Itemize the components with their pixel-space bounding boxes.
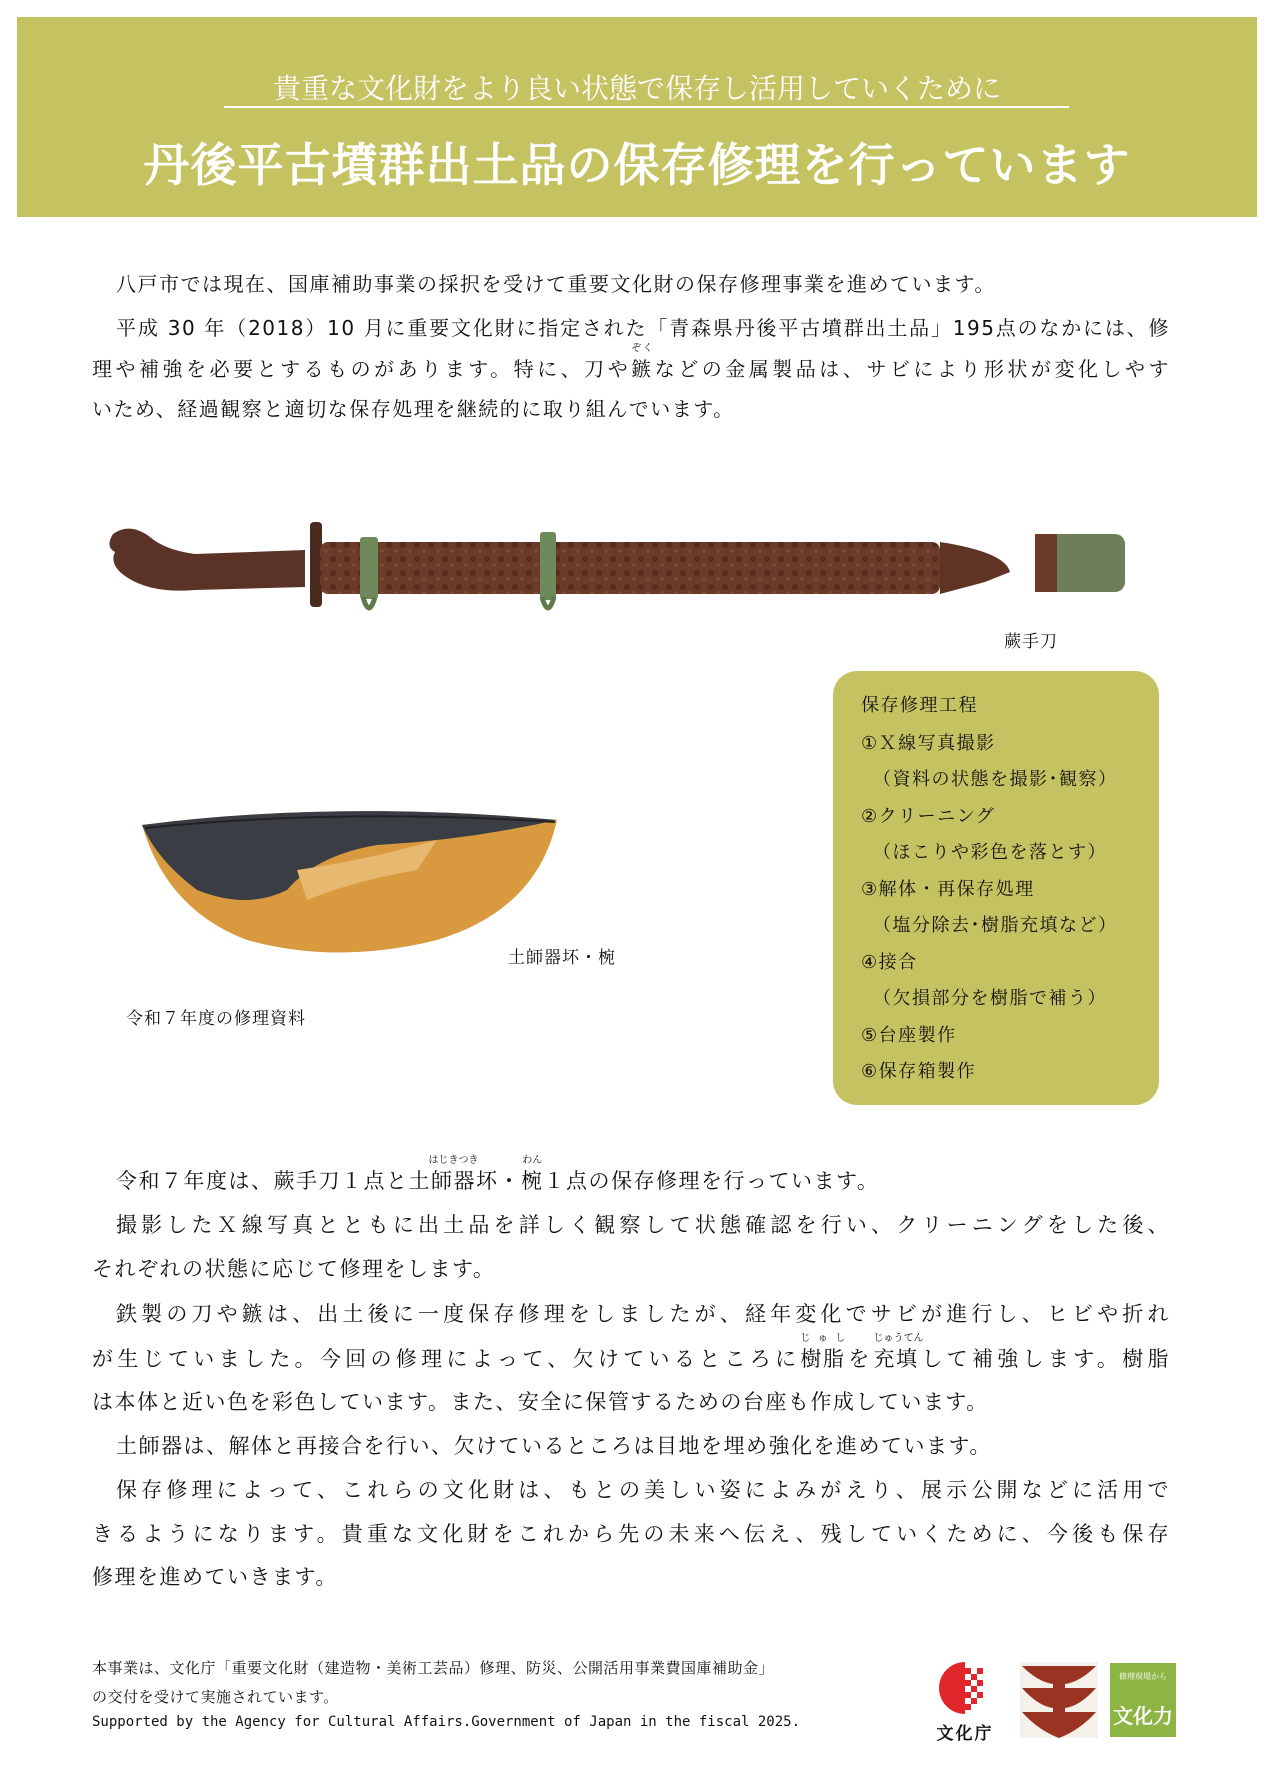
process-box [833, 671, 1159, 1105]
ruby-text: はじきつき [428, 1155, 479, 1166]
title-banner [17, 17, 1257, 217]
text: して補強します。樹脂 [918, 1347, 1171, 1371]
ruby-word [408, 1155, 499, 1195]
process-step: ⑤台座製作 [861, 1025, 957, 1046]
materials-caption: 令和７年度の修理資料 [126, 1009, 306, 1029]
process-step-detail: （ほこりや彩色を落とす） [873, 842, 1107, 863]
ruby-base: 鏃 [631, 357, 653, 381]
body-line [92, 1333, 1171, 1373]
text: ・ [498, 1169, 521, 1193]
process-step-detail: （資料の状態を撮影･観察） [873, 769, 1118, 790]
process-step: ⑥保存箱製作 [861, 1061, 977, 1082]
body-line: 撮影したＸ線写真とともに出土品を詳しく観察して状態確認を行い、クリーニングをした後、 [116, 1213, 1170, 1237]
intro-line: いため、経過観察と適切な保存処理を継続的に取り組んでいます。 [92, 397, 735, 421]
body-line: 保存修理によって、これらの文化財は、もとの美しい姿によみがえり、展示公開などに活用で [116, 1478, 1170, 1502]
ruby-text: じゅし [800, 1333, 846, 1344]
subtitle-underline [224, 106, 1069, 108]
bowl-caption: 土師器坏・椀 [508, 948, 616, 968]
subtitle: 貴重な文化財をより良い状態で保存し活用していくために [272, 72, 1001, 105]
intro-line: 平成 30 年（2018）10 月に重要文化財に指定された「青森県丹後平古墳群出土品」195点のなかには、修 [116, 316, 1170, 340]
text: が生じていました。今回の修理によって、欠けているところに [92, 1347, 801, 1371]
process-step-detail: （欠損部分を樹脂で補う） [873, 988, 1107, 1009]
ruby-text: じゅうてん [873, 1333, 924, 1344]
page-title: 丹後平古墳群出土品の保存修理を行っています [143, 138, 1131, 192]
body-line: それぞれの状態に応じて修理をします。 [92, 1257, 496, 1281]
bunkaryoku-logo-text: 文化力 [1113, 1704, 1173, 1728]
ruby-word [873, 1333, 924, 1373]
sword-caption: 蕨手刀 [1004, 632, 1058, 652]
footer-note: の交付を受けて実施されています。 [92, 1688, 339, 1706]
ruby-base: 土師器坏 [408, 1169, 499, 1193]
body-line: 鉄製の刀や鏃は、出土後に一度保存修理をしましたが、経年変化でサビが進行し、ヒビや折れ [116, 1302, 1170, 1326]
ruby-base: 樹脂 [800, 1347, 846, 1371]
text: 理や補強を必要とするものがあります。特に、刀や [92, 357, 632, 381]
body-line: きるようになります。貴重な文化財をこれから先の未来へ伝え、残していくために、今後も保存 [92, 1522, 1170, 1546]
bunkaryoku-logo [1110, 1663, 1176, 1737]
process-step: ②クリーニング [861, 806, 996, 827]
process-step-detail: （塩分除去･樹脂充填など） [873, 915, 1118, 936]
ruby-word [631, 343, 653, 382]
text: などの金属製品は、サビにより形状が変化しやす [652, 357, 1170, 381]
bunkacho-logo [925, 1660, 1005, 1744]
bunkaryoku-logo-top: 修理現場から [1119, 1672, 1167, 1681]
ruby-base: 椀 [521, 1169, 544, 1193]
process-step: ①Ｘ線写真撮影 [861, 733, 996, 754]
body-line [116, 1155, 880, 1195]
footer-note: 本事業は、文化庁「重要文化財（建造物・美術工芸品）修理、防災、公開活用事業費国庫補助金」 [92, 1659, 775, 1677]
warabitetou-sword-photo [105, 512, 1150, 632]
process-step: ③解体・再保存処理 [861, 879, 1035, 900]
process-step: ④接合 [861, 952, 918, 973]
ruby-word [521, 1155, 544, 1195]
body-line: は本体と近い色を彩色しています。また、安全に保管するための台座も作成しています。 [92, 1390, 989, 1414]
ruby-text: わん [522, 1155, 543, 1166]
text: 令和７年度は、蕨手刀１点と [116, 1169, 409, 1193]
text: を [845, 1347, 874, 1371]
ruby-text: ぞく [631, 343, 653, 354]
bunkacho-logo-text: 文化庁 [936, 1724, 994, 1744]
process-title: 保存修理工程 [861, 695, 978, 716]
body-line: 土師器は、解体と再接合を行い、欠けているところは目地を埋め強化を進めています。 [116, 1434, 992, 1458]
hachinohe-crest-icon [1020, 1662, 1098, 1738]
ruby-base: 充填 [873, 1347, 919, 1371]
intro-line: 八戸市では現在、国庫補助事業の採択を受けて重要文化財の保存修理事業を進めています。 [116, 272, 996, 296]
bunkacho-emblem-icon [925, 1660, 1005, 1715]
text: １点の保存修理を行っています。 [543, 1169, 880, 1193]
body-line: 修理を進めていきます。 [92, 1565, 338, 1589]
footer-english: Supported by the Agency for Cultural Affairs.Government of Japan in the fiscal 2025. [92, 1714, 801, 1730]
hajiki-bowl-photo [137, 800, 562, 965]
intro-line [92, 343, 1170, 382]
ruby-word [800, 1333, 846, 1373]
